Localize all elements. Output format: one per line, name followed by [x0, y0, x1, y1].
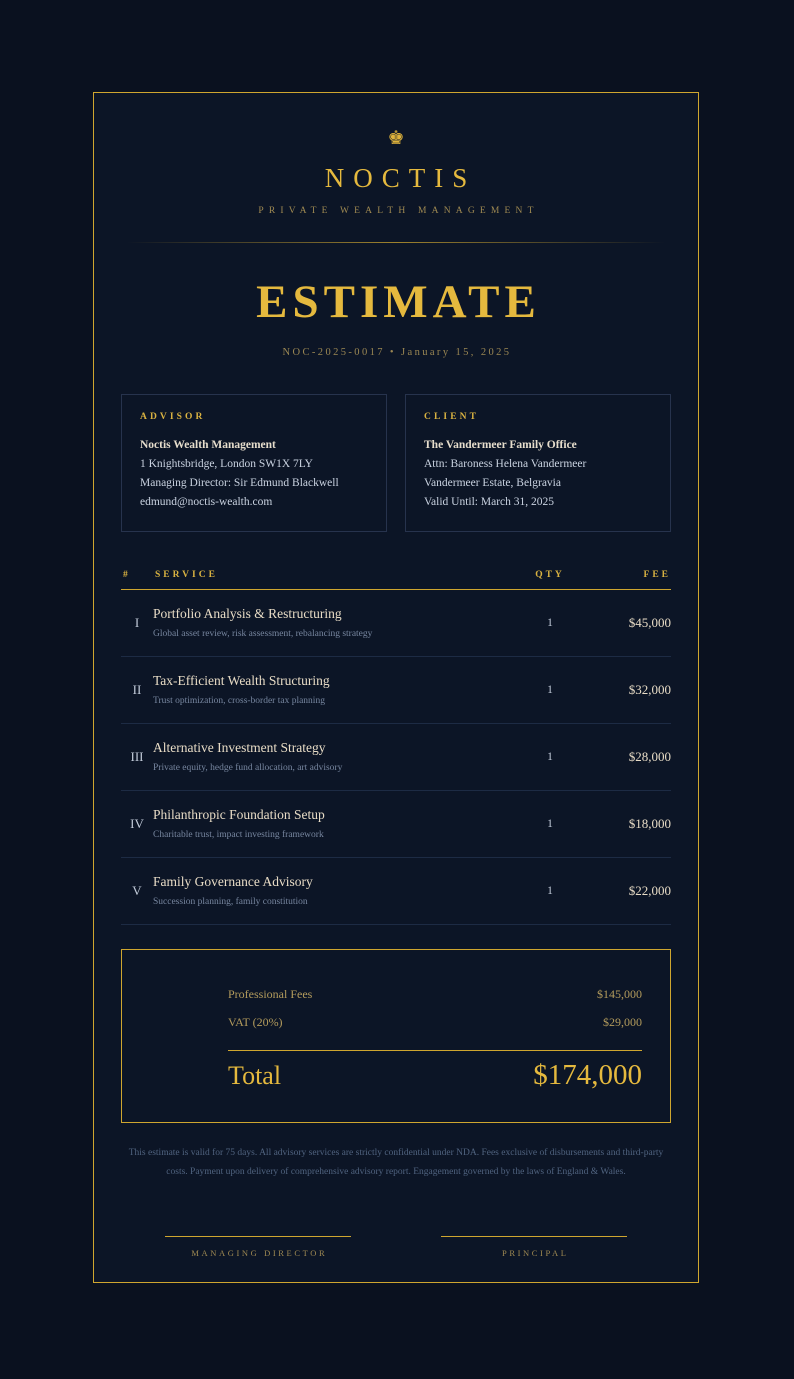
advisor-contact-person: Managing Director: Sir Edmund Blackwell — [140, 477, 339, 489]
brand-tagline: PRIVATE WEALTH MANAGEMENT — [258, 206, 539, 216]
signature-label: PRINCIPAL — [502, 1248, 569, 1258]
client-panel — [405, 394, 671, 532]
header-divider — [127, 242, 665, 243]
signature-line — [441, 1236, 627, 1237]
row-qty: 1 — [547, 751, 553, 763]
row-number: V — [132, 883, 142, 898]
row-service — [153, 606, 515, 641]
row-number: I — [134, 615, 140, 630]
parties-section — [121, 394, 671, 532]
row-service — [153, 874, 515, 909]
row-qty: 1 — [547, 885, 553, 897]
subtotal-row — [122, 980, 642, 1008]
signature-managing-director — [165, 1236, 351, 1258]
service-title: Family Governance Advisory — [153, 873, 313, 889]
terms-text: This estimate is valid for 75 days. All advisory services are strictly confidential under NDA. Fees exclusive of disbursements and third-party costs. Payment upon delivery of comprehensive advisory report. Engagement governed by the laws of England & Wales. — [128, 1148, 664, 1177]
row-fee: $45,000 — [628, 615, 671, 630]
totals-box — [121, 949, 671, 1123]
row-qty: 1 — [547, 818, 553, 830]
table-header-row — [121, 570, 671, 589]
service-description: Global asset review, risk assessment, rebalancing strategy — [153, 628, 373, 639]
table-row — [121, 724, 671, 791]
total-label: Total — [228, 1061, 282, 1090]
row-qty: 1 — [547, 617, 553, 629]
vat-label: VAT (20%) — [228, 1015, 283, 1029]
service-description: Private equity, hedge fund allocation, art advisory — [153, 762, 343, 773]
client-valid-until: Valid Until: March 31, 2025 — [424, 496, 554, 508]
advisor-panel — [121, 394, 387, 532]
client-address: Vandermeer Estate, Belgravia — [424, 477, 561, 489]
table-row — [121, 858, 671, 925]
row-fee: $28,000 — [628, 749, 671, 764]
client-name: The Vandermeer Family Office — [424, 439, 577, 451]
service-title: Portfolio Analysis & Restructuring — [153, 605, 342, 621]
row-fee: $32,000 — [628, 682, 671, 697]
brand-header — [121, 93, 671, 216]
signature-section — [121, 1236, 671, 1278]
brand-name: NOCTIS — [324, 163, 477, 193]
service-description: Charitable trust, impact investing framework — [153, 829, 324, 840]
row-number: II — [132, 682, 142, 697]
column-header-service: SERVICE — [155, 570, 218, 580]
row-qty: 1 — [547, 684, 553, 696]
document-meta: NOC-2025-0017 • January 15, 2025 — [282, 347, 512, 358]
row-number: III — [130, 749, 144, 764]
subtotal-label: Professional Fees — [228, 987, 313, 1001]
crown-icon: ♚ — [387, 128, 405, 149]
table-row — [121, 657, 671, 724]
signature-principal — [441, 1236, 627, 1258]
table-row — [121, 590, 671, 657]
advisor-label: ADVISOR — [140, 412, 206, 422]
signature-line — [165, 1236, 351, 1237]
row-service — [153, 673, 515, 708]
page-title: ESTIMATE — [256, 276, 541, 328]
service-description: Trust optimization, cross-border tax planning — [153, 695, 325, 706]
column-header-number: # — [123, 570, 131, 580]
row-service — [153, 740, 515, 775]
totals-divider — [228, 1050, 642, 1051]
line-items-table — [121, 570, 671, 925]
table-row — [121, 791, 671, 858]
row-fee: $18,000 — [628, 816, 671, 831]
estimate-document — [93, 92, 699, 1283]
vat-value: $29,000 — [603, 1015, 642, 1029]
service-title: Tax-Efficient Wealth Structuring — [153, 672, 330, 688]
client-attn: Attn: Baroness Helena Vandermeer — [424, 458, 587, 470]
service-description: Succession planning, family constitution — [153, 896, 308, 907]
row-number: IV — [130, 816, 144, 831]
vat-row — [122, 1008, 642, 1036]
advisor-name: Noctis Wealth Management — [140, 439, 276, 451]
service-title: Philanthropic Foundation Setup — [153, 806, 325, 822]
advisor-address: 1 Knightsbridge, London SW1X 7LY — [140, 458, 313, 470]
subtotal-value: $145,000 — [597, 987, 642, 1001]
column-header-fee: FEE — [643, 570, 671, 580]
row-service — [153, 807, 515, 842]
signature-label: MANAGING DIRECTOR — [191, 1248, 328, 1258]
grand-total-row — [122, 1059, 642, 1092]
total-value: $174,000 — [533, 1059, 642, 1091]
service-title: Alternative Investment Strategy — [153, 739, 326, 755]
client-label: CLIENT — [424, 412, 480, 422]
advisor-email: edmund@noctis-wealth.com — [140, 496, 273, 508]
column-header-qty: QTY — [535, 570, 565, 580]
row-fee: $22,000 — [628, 883, 671, 898]
